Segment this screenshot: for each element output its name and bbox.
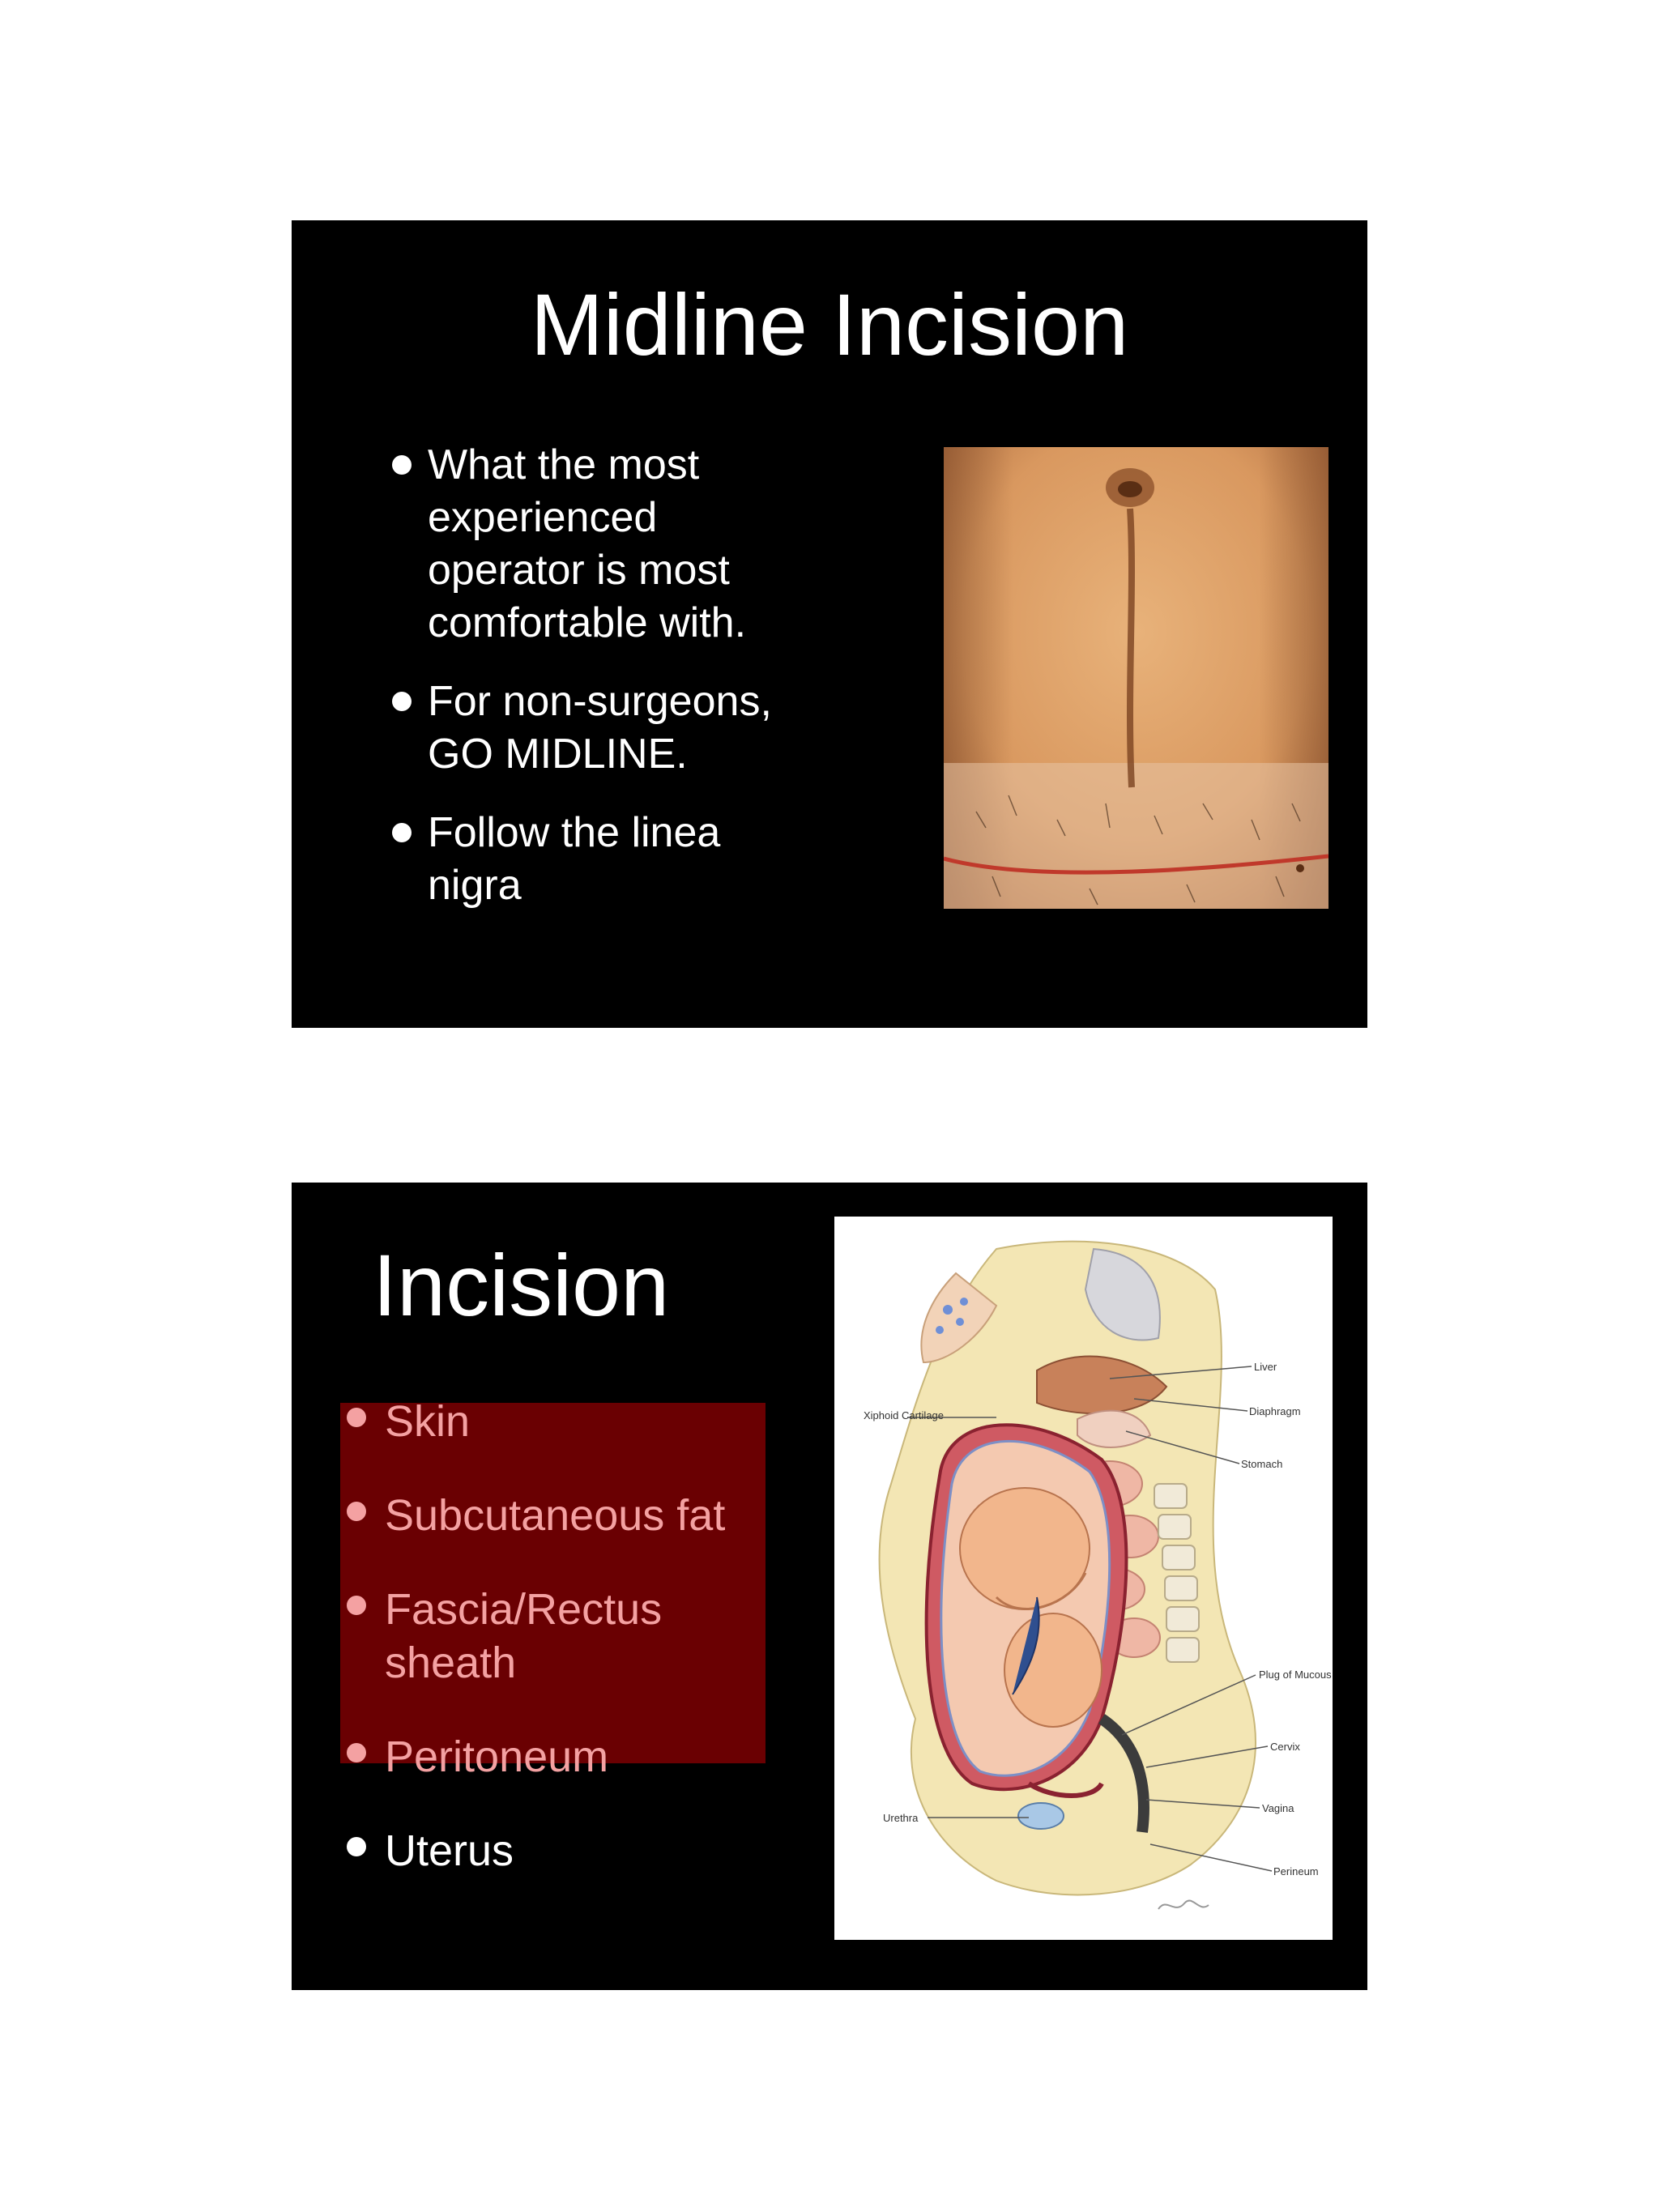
label-plug: Plug of Mucous [1259,1669,1332,1681]
slide-incision [292,1183,1367,1990]
bullet-text: Uterus [385,1826,514,1875]
bullet-text: Subcutaneous fat [385,1491,726,1540]
label-cervix: Cervix [1270,1741,1300,1753]
bullet-icon [347,1408,366,1427]
bullet-item [340,1489,794,1542]
bullet-text: What the most experienced operator is most comfortable with. [428,441,747,646]
bullet-item [340,1583,794,1690]
label-vagina: Vagina [1262,1802,1294,1814]
bullet-item [379,439,817,650]
label-diaphragm: Diaphragm [1249,1405,1301,1417]
bullet-text: For non-surgeons, GO MIDLINE. [428,678,772,778]
abdomen-photo [944,447,1328,909]
label-stomach: Stomach [1241,1458,1283,1470]
label-xiphoid: Xiphoid Cartilage [864,1409,945,1421]
bullet-text: Peritoneum [385,1733,609,1781]
slide-title: Midline Incision [530,275,1129,373]
label-perineum: Perineum [1273,1865,1319,1877]
bullet-item [379,807,817,912]
bullet-text: Skin [385,1397,471,1446]
bullet-icon [392,823,412,842]
bullet-icon [347,1743,366,1762]
bullet-list [340,1395,794,1918]
bullet-item [379,676,817,781]
bullet-item [340,1824,794,1877]
pregnancy-anatomy-diagram [834,1217,1333,1940]
bullet-text: Fascia/Rectus sheath [385,1585,663,1687]
bullet-item [340,1730,794,1784]
bullet-list [379,439,817,938]
label-urethra: Urethra [883,1812,919,1824]
bullet-icon [392,455,412,475]
bullet-icon [347,1596,366,1615]
bullet-icon [347,1837,366,1856]
slide-title: Incision [373,1236,670,1334]
label-liver: Liver [1254,1361,1277,1373]
slide-midline-incision [292,220,1367,1028]
bullet-text: Follow the linea nigra [428,809,721,909]
bullet-item [340,1395,794,1448]
bullet-icon [392,692,412,711]
bullet-icon [347,1502,366,1521]
